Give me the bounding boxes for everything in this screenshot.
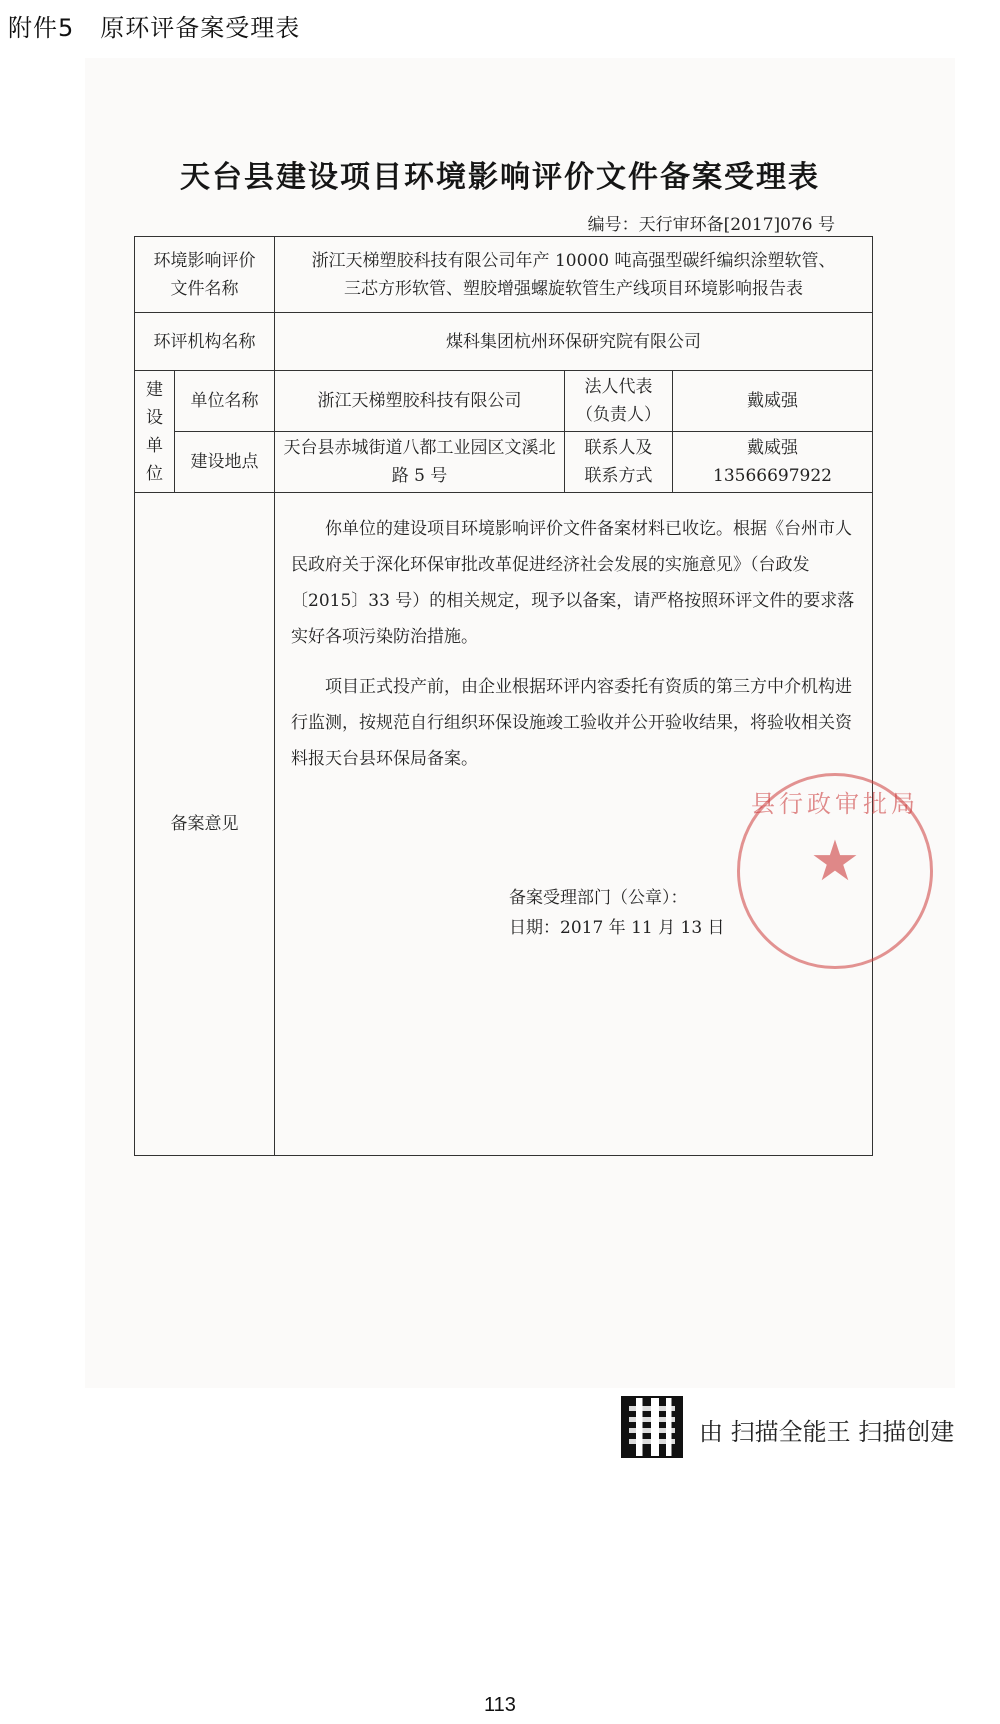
official-seal [737, 773, 933, 969]
builder-group-char: 设 [146, 407, 163, 428]
opinion-label: 备案意见 [135, 493, 275, 1156]
site-value-line: 天台县赤城街道八都工业园区文溪北 [283, 438, 556, 458]
signature-block [509, 883, 725, 943]
filing-department: 备案受理部门（公章）： [509, 888, 688, 908]
page-number: 113 [484, 1694, 516, 1716]
filing-date: 日期：2017 年 11 月 13 日 [509, 918, 725, 938]
contact-value [673, 432, 873, 493]
serial-number: 编号：天行审环备[2017]076 号 [587, 215, 835, 235]
doc-name-label-line: 环境影响评价 [153, 250, 256, 271]
contact-phone: 13566697922 [713, 466, 832, 486]
contact-name: 戴威强 [747, 438, 799, 458]
builder-group-char: 单 [146, 435, 163, 456]
legal-rep-label [565, 371, 673, 432]
attachment-label: 附件5 [8, 14, 75, 42]
scanner-watermark: 由 扫描全能王 扫描创建 [699, 1418, 955, 1446]
opinion-paragraph-1: 你单位的建设项目环境影响评价文件备案材料已收讫。根据《台州市人民政府关于深化环保审批改革促进经济社会发展的实施意见》（台政发〔2015〕33 号）的相关规定，现予以备案，请严格按照环评文件的要求落实好各项污染防治措施。 [291, 519, 855, 647]
attachment-heading [8, 8, 300, 43]
doc-name-value [275, 237, 873, 313]
seal-star-icon: ★ [809, 829, 861, 894]
contact-label-line: 联系方式 [584, 466, 653, 486]
doc-name-value-line: 浙江天梯塑胶科技有限公司年产 10000 吨高强型碳纤编织涂塑软管、 [311, 250, 836, 271]
doc-name-label [135, 237, 275, 313]
unit-name-value: 浙江天梯塑胶科技有限公司 [275, 371, 565, 432]
agency-value: 煤科集团杭州环保研究院有限公司 [275, 313, 873, 371]
opinion-paragraph-2: 项目正式投产前，由企业根据环评内容委托有资质的第三方中介机构进行监测，按规范自行组织环保设施竣工验收并公开验收结果，将验收相关资料报天台县环保局备案。 [291, 677, 852, 769]
opinion-content [275, 493, 919, 1156]
attachment-title: 原环评备案受理表 [100, 14, 301, 42]
builder-group-label [135, 371, 175, 493]
filing-table [134, 236, 919, 1156]
form-title: 天台县建设项目环境影响评价文件备案受理表 [180, 160, 820, 195]
contact-label-line: 联系人及 [584, 438, 653, 458]
legal-rep-label-line: （负责人） [576, 405, 661, 425]
legal-rep-value: 戴威强 [673, 371, 873, 432]
legal-rep-label-line: 法人代表 [584, 377, 653, 397]
site-value [275, 432, 565, 493]
site-value-line: 路 5 号 [391, 466, 448, 486]
contact-label [565, 432, 673, 493]
site-label: 建设地点 [175, 432, 275, 493]
doc-name-label-line: 文件名称 [170, 278, 239, 299]
builder-group-char: 位 [146, 463, 163, 484]
qr-code-icon [623, 1398, 681, 1456]
seal-text: 县行政审批局 [751, 790, 919, 818]
builder-group-char: 建 [146, 379, 163, 400]
agency-label: 环评机构名称 [135, 313, 275, 371]
unit-name-label: 单位名称 [175, 371, 275, 432]
doc-name-value-line: 三芯方形软管、塑胶增强螺旋软管生产线项目环境影响报告表 [344, 278, 804, 299]
